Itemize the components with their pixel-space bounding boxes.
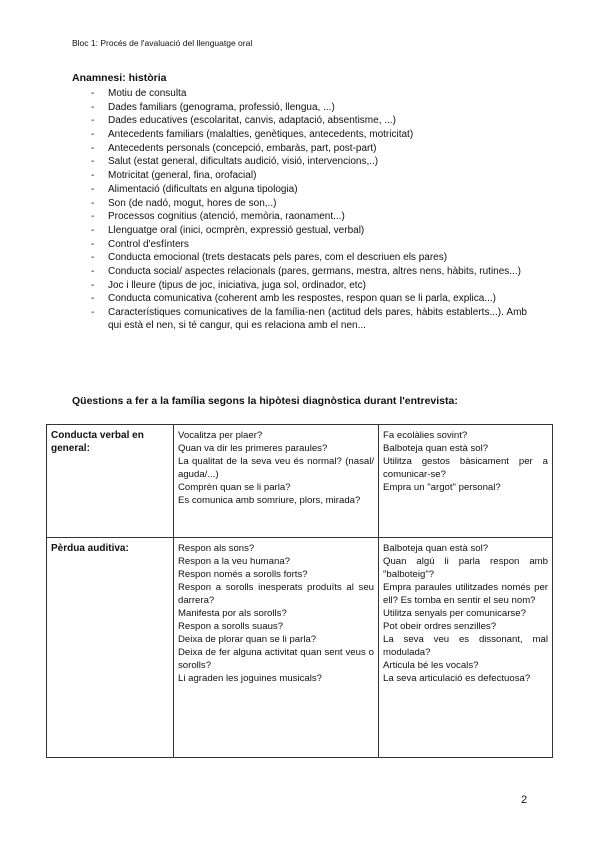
question: Respon a la veu humana?	[178, 556, 291, 567]
question: Vocalitza per plaer?	[178, 430, 263, 441]
anamnesi-list	[92, 87, 527, 333]
bullet-dash: -	[91, 142, 95, 154]
list-item-text: Antecedents familiars (malalties, genètiques, antecedents, motricitat)	[108, 129, 414, 141]
question: Quan algú li parla respon amb "balboteig"?	[383, 556, 548, 580]
list-item	[92, 265, 527, 278]
question: Respon als sons?	[178, 543, 255, 554]
bullet-dash: -	[91, 224, 95, 236]
list-item	[92, 87, 527, 100]
list-item-text: Llenguatge oral (inici, ocmprèn, expressió gestual, verbal)	[108, 224, 365, 236]
list-item-text: Dades educatives (escolaritat, canvis, adaptació, absentisme, ...)	[108, 115, 396, 127]
questions-cell	[379, 425, 553, 538]
bullet-dash: -	[91, 293, 95, 305]
questions-cell	[379, 538, 553, 758]
list-item	[92, 292, 527, 305]
list-item-text: Joc i lleure (tipus de joc, iniciativa, juga sol, ordinador, etc)	[108, 279, 366, 291]
question: Manifesta por als sorolls?	[178, 608, 287, 619]
bullet-dash: -	[91, 101, 95, 113]
list-item	[92, 142, 527, 155]
list-item	[92, 101, 527, 114]
bullet-dash: -	[91, 197, 95, 209]
questions-table	[46, 424, 553, 758]
bullet-dash: -	[91, 252, 95, 264]
list-item-text: Motricitat (general, fina, orofacial)	[108, 170, 257, 182]
question: Utilitza senyals per comunicarse?	[383, 608, 526, 619]
question: Balboteja quan està sol?	[383, 443, 489, 454]
list-item-text: Antecedents personals (concepció, embaràs, part, post-part)	[108, 142, 377, 154]
question: Articula bé les vocals?	[383, 660, 479, 671]
bullet-dash: -	[91, 279, 95, 291]
list-item	[92, 224, 527, 237]
row-label: Pèrdua auditiva:	[47, 538, 174, 758]
question: Li agraden les joguines musicals?	[178, 673, 322, 684]
question: Empra un "argot" personal?	[383, 482, 501, 493]
list-item-text: Característiques comunicatives de la família-nen (actitud dels pares, hàbits establerts...). Amb qui està el nen, si té cangur, qui es relaciona amb el nen...	[108, 307, 527, 331]
list-item	[92, 169, 527, 182]
list-item-text: Conducta comunicativa (coherent amb les respostes, respon quan se li parla, explica...)	[108, 293, 496, 305]
bullet-dash: -	[91, 183, 95, 195]
question: Fa ecolàlies sovint?	[383, 430, 468, 441]
question: Quan va dir les primeres paraules?	[178, 443, 328, 454]
list-item-text: Motiu de consulta	[108, 88, 187, 99]
question: Es comunica amb somriure, plors, mirada?	[178, 495, 361, 506]
list-item	[92, 306, 527, 332]
question: Empra paraules utilitzades només per ell? Es tomba en sentir el seu nom?	[383, 582, 548, 606]
questions-heading: Qüestions a fer a la família segons la hipòtesi diagnòstica durant l'entrevista:	[72, 395, 458, 407]
question: La qualitat de la seva veu és normal? (nasal/ aguda/...)	[178, 456, 374, 480]
list-item-text: Salut (estat general, dificultats audició, visió, intervencions,..)	[108, 156, 379, 168]
questions-cell	[174, 538, 379, 758]
bullet-dash: -	[91, 265, 95, 277]
bullet-dash: -	[91, 238, 95, 250]
bullet-dash: -	[91, 88, 95, 99]
bullet-dash: -	[91, 156, 95, 168]
list-item-text: Son (de nadó, mogut, hores de son,..)	[108, 197, 277, 209]
list-item	[92, 183, 527, 196]
questions-cell	[174, 425, 379, 538]
bullet-dash: -	[91, 211, 95, 223]
list-item-text: Processos cognitius (atenció, memòria, raonament...)	[108, 211, 345, 223]
question: Respon només a sorolls forts?	[178, 569, 308, 580]
question: Deixa de fer alguna activitat quan sent veus o sorolls?	[178, 647, 374, 671]
bullet-dash: -	[91, 307, 95, 318]
question: Pot obeir ordres senzilles?	[383, 621, 497, 632]
question: La seva articulació es defectuosa?	[383, 673, 531, 684]
list-item	[92, 114, 527, 127]
row-label: Conducta verbal en general:	[47, 425, 174, 538]
bullet-dash: -	[91, 170, 95, 182]
question: Respon a sorolls inesperats produïts al seu darrera?	[178, 582, 374, 606]
list-item	[92, 197, 527, 210]
list-item	[92, 279, 527, 292]
question: Respon a sorolls suaus?	[178, 621, 284, 632]
bullet-dash: -	[91, 115, 95, 127]
question: La seva veu es dissonant, mal modulada?	[383, 634, 548, 658]
table-row	[47, 538, 553, 758]
list-item	[92, 128, 527, 141]
list-item	[92, 238, 527, 251]
question: Utilitza gestos bàsicament per a comunicar-se?	[383, 456, 548, 480]
list-item	[92, 251, 527, 264]
list-item-text: Control d'esfínters	[108, 238, 189, 250]
running-header: Bloc 1: Procés de l'avaluació del llenguatge oral	[72, 38, 253, 48]
question: Comprèn quan se li parla?	[178, 482, 291, 493]
list-item-text: Conducta social/ aspectes relacionals (pares, germans, mestra, altres nens, hàbits, rutines...)	[108, 265, 521, 277]
list-item	[92, 155, 527, 168]
question: Deixa de plorar quan se li parla?	[178, 634, 317, 645]
page-number: 2	[521, 794, 528, 806]
bullet-dash: -	[91, 129, 95, 141]
table-row	[47, 425, 553, 538]
list-item-text: Conducta emocional (trets destacats pels pares, com el descriuen els pares)	[108, 252, 448, 264]
anamnesi-heading: Anamnesi: història	[72, 72, 167, 84]
question: Balboteja quan està sol?	[383, 543, 489, 554]
list-item-text: Alimentació (dificultats en alguna tipologia)	[108, 183, 298, 195]
list-item-text: Dades familiars (genograma, professió, llengua, ...)	[108, 101, 335, 113]
list-item	[92, 210, 527, 223]
